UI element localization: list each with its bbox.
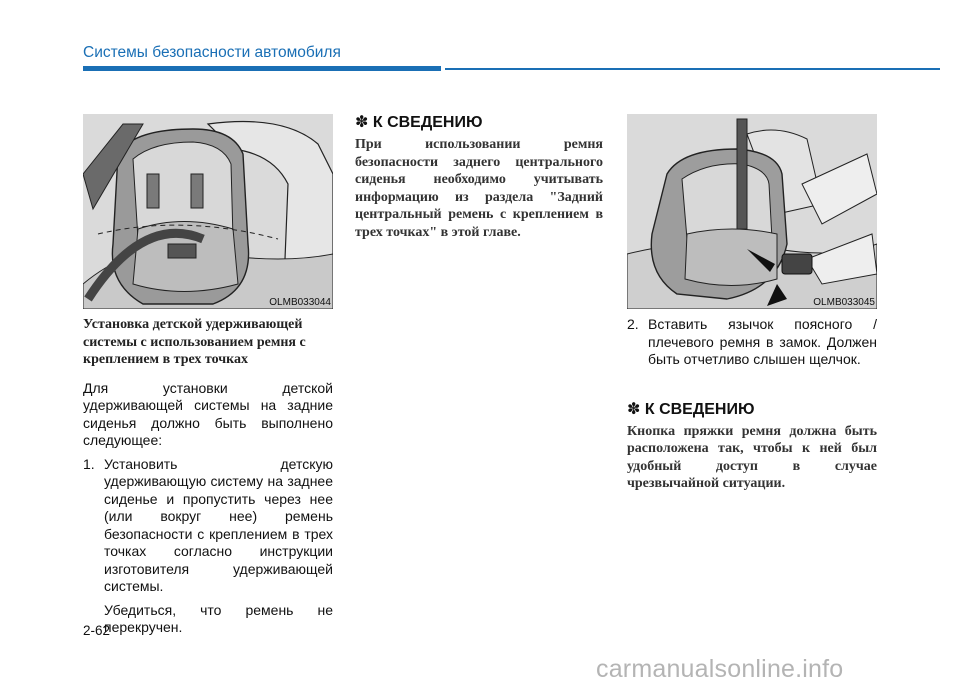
figure-code: OLMB033045 — [813, 297, 875, 308]
child-seat-illustration-right — [627, 114, 877, 309]
note-text: При использовании ремня безопасности заднего центрального сиденья необходимо учитывать информацию из раздела "Задний центральный ремень с креплением в трех точках" в этой главе. — [355, 137, 603, 240]
watermark: carmanualsonline.info — [596, 655, 844, 683]
intro-paragraph: Для установки детской удерживающей системы на задние сиденья должно быть выполнено следующее: — [83, 379, 333, 448]
figure-code: OLMB033044 — [269, 297, 331, 308]
right-column — [627, 316, 877, 493]
step-number: 1. — [83, 455, 95, 472]
step-1 — [83, 456, 333, 596]
middle-column — [355, 112, 603, 242]
header-bar-thick — [83, 66, 441, 71]
child-seat-drawing — [83, 114, 333, 309]
child-seat-illustration-left — [83, 114, 333, 309]
note-title: ✽ К СВЕДЕНИЮ — [355, 114, 483, 131]
step-number: 2. — [627, 316, 639, 332]
header-bar-thin — [445, 68, 940, 70]
figure-caption: Установка детской удерживающей системы с использованием ремня с креплением в трех точках — [83, 317, 306, 367]
page-number: 2-62 — [83, 623, 111, 638]
buckle-drawing — [627, 114, 877, 309]
step-text: Установить детскую удерживающую систему на заднее сиденье и пропустить через нее (или вокруг нее) ремень безопасности с креплением в трех точках согласно инструкции изготовителя удерживающей системы. — [104, 455, 333, 594]
step-1-sub: Убедиться, что ремень не перекручен. — [104, 601, 333, 635]
note-title: ✽ К СВЕДЕНИЮ — [627, 400, 755, 418]
section-title: Системы безопасности автомобиля — [83, 44, 341, 61]
step-2 — [627, 316, 877, 369]
step-text: Вставить язычок поясного / плечевого ремня в замок. Должен быть отчетливо слышен щелчок. — [648, 316, 877, 367]
left-column — [83, 316, 333, 637]
note-text: Кнопка пряжки ремня должна быть расположена так, чтобы к ней был удобный доступ в случае чрезвычайной ситуации. — [627, 423, 877, 492]
